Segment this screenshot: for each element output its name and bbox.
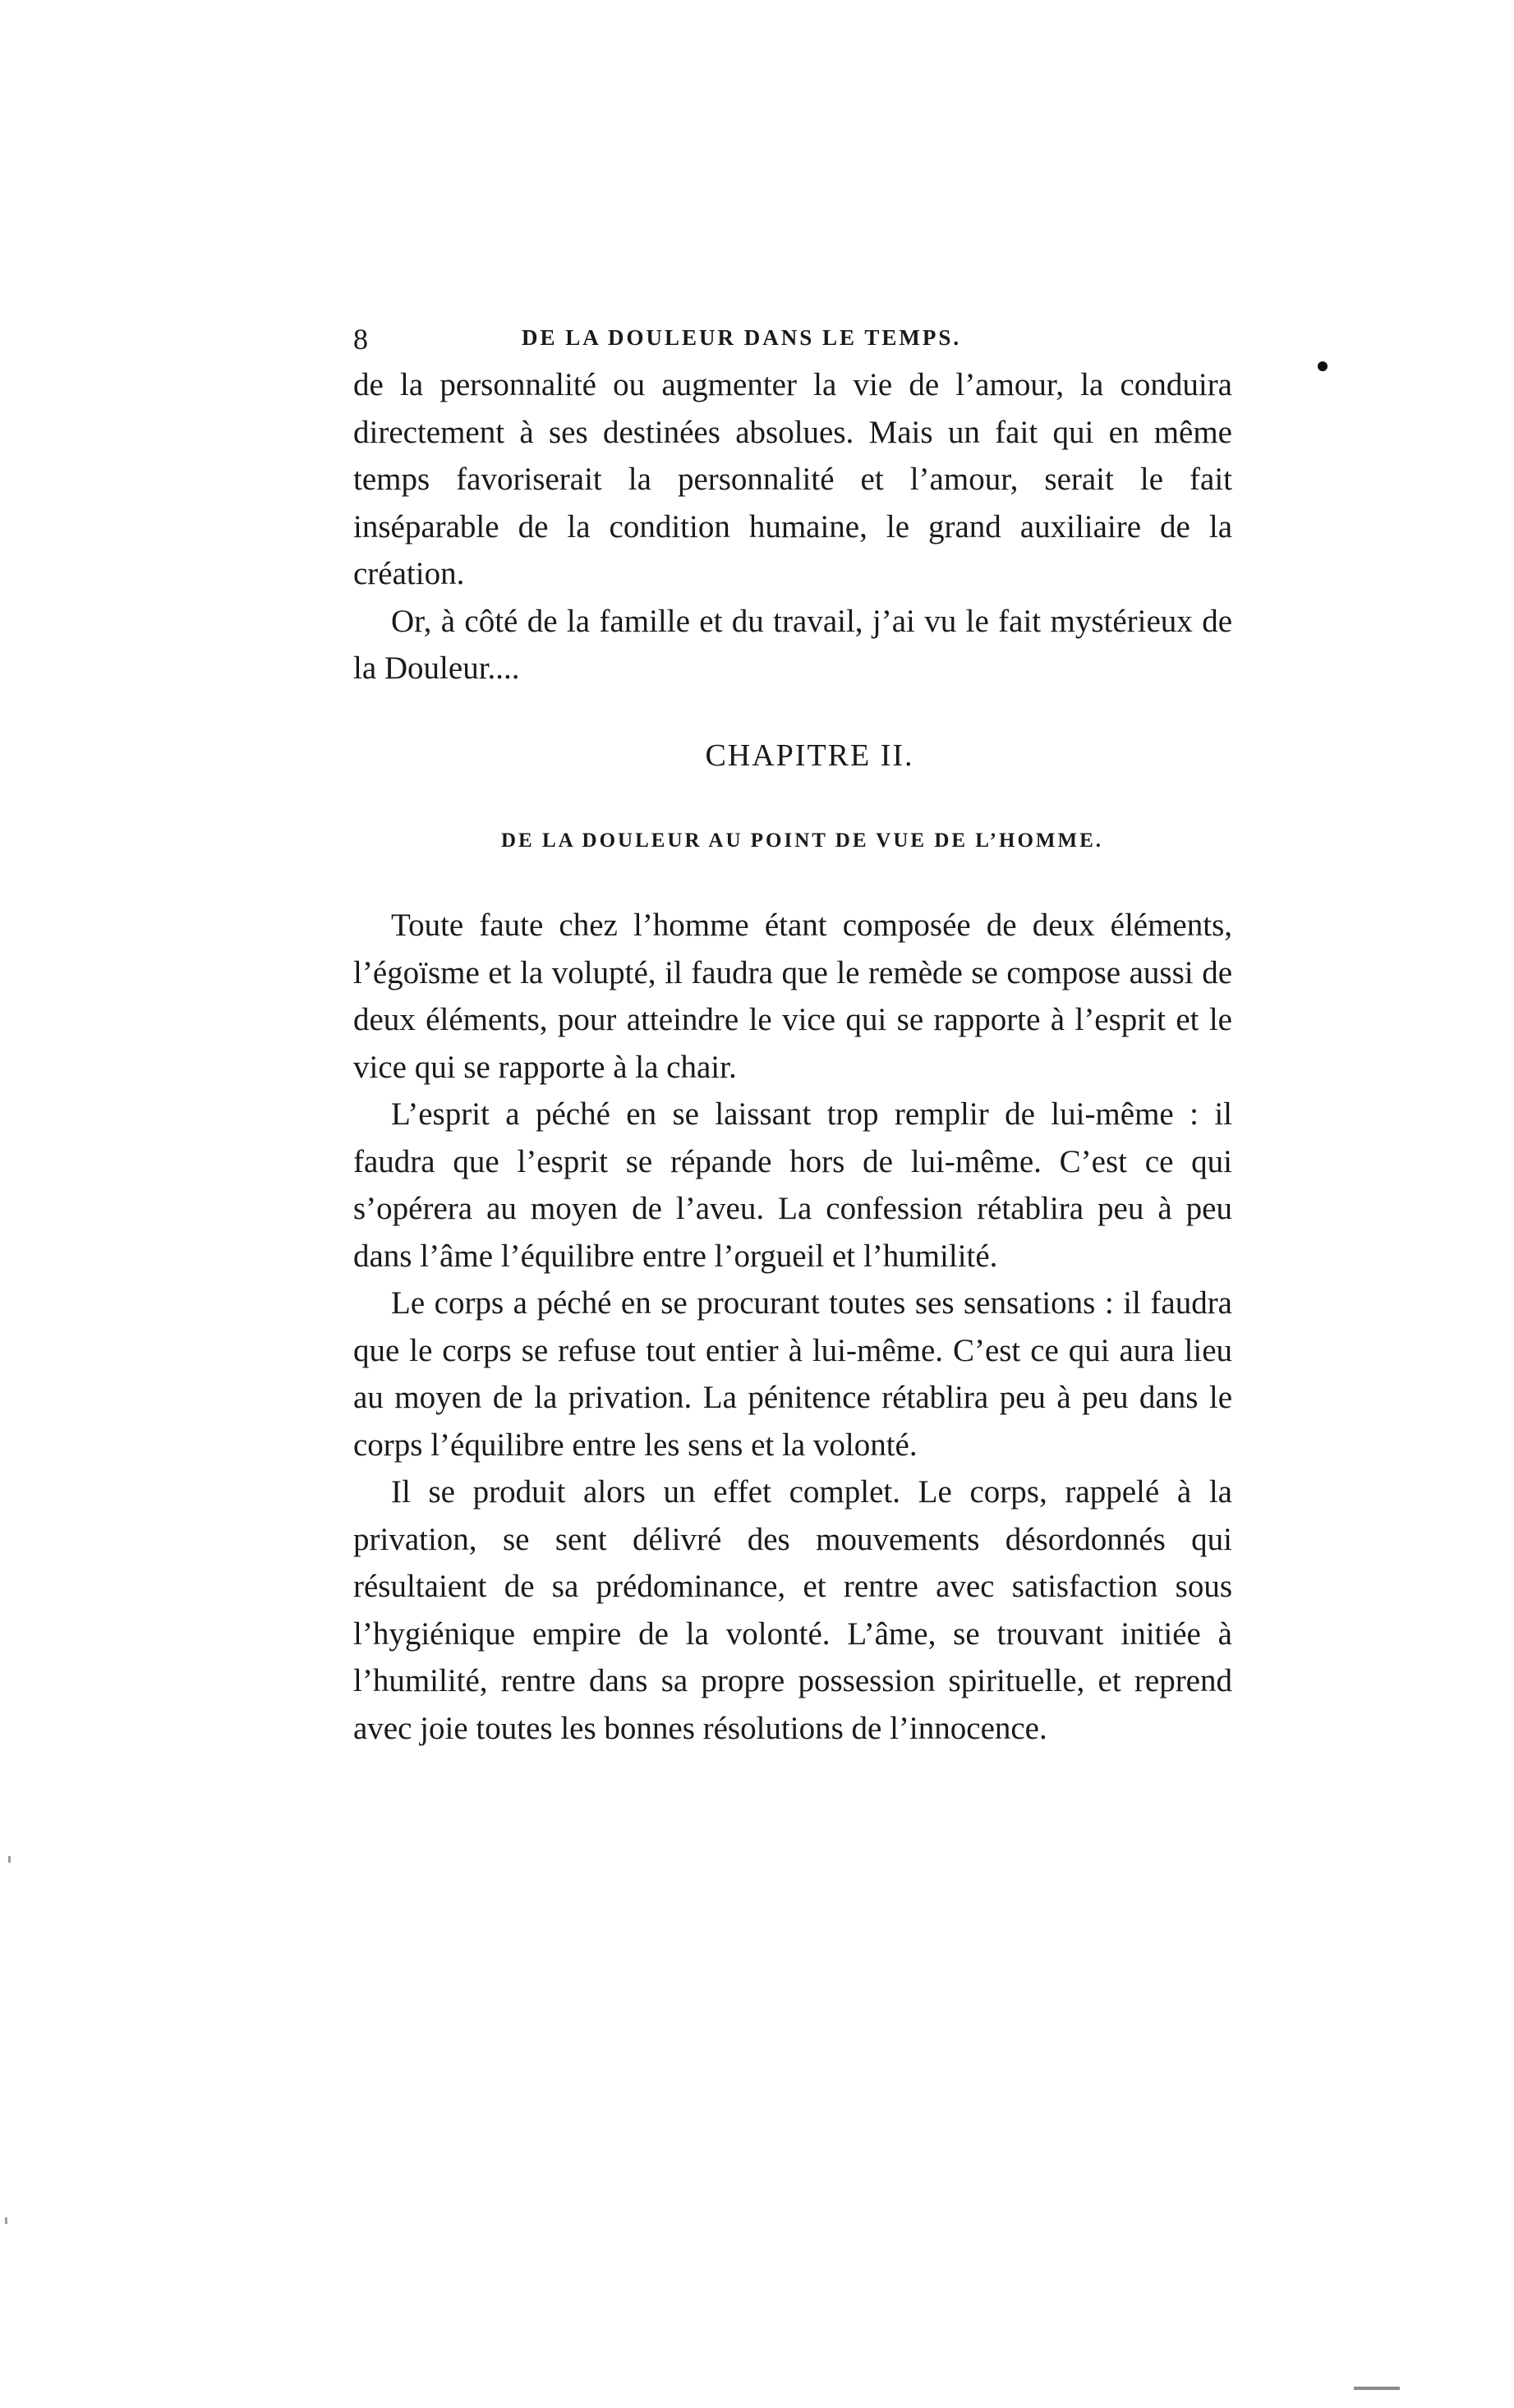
opening-text-block [353,361,1232,692]
paragraph: Or, à côté de la famille et du travail, j’ai vu le fait mystérieux de la Douleur.... [353,603,1232,686]
paragraph-continuation: de la personnalité ou augmenter la vie de l’amour, la conduira directement à ses destinées absolues. Mais un fait qui en même temps favoriserait la personnalité et l’amour, serait le fait inséparable de la condition humaine, le grand auxiliaire de la création. [353,367,1232,591]
paragraph: L’esprit a péché en se laissant trop remplir de lui-même : il faudra que l’esprit se répande hors de lui-même. C’est ce qui s’opérera au moyen de l’aveu. La confession rétablira peu à peu dans l’âme l’équilibre entre l’orgueil et l’humilité. [353,1096,1232,1274]
page-number: 8 [353,323,368,356]
chapter-text-block [353,902,1232,1752]
scan-speck [8,1856,11,1863]
paragraph: Il se produit alors un effet complet. Le corps, rappelé à la privation, se sent délivré des mouvements désordonnés qui résultaient de sa prédominance, et rentre avec satisfaction sous l’hygiénique empire de la volonté. L’âme, se trouvant initiée à l’humilité, rentre dans sa propre possession spirituelle, et reprend avec joie toutes les bonnes résolutions de l’innocence. [353,1474,1232,1746]
chapter-subtitle: DE LA DOULEUR AU POINT DE VUE DE L’HOMME. [500,829,1104,852]
chapter-title: CHAPITRE II. [705,738,914,773]
paragraph: Toute faute chez l’homme étant composée de deux éléments, l’égoïsme et la volupté, il faudra que le remède se compose aussi de deux éléments, pour atteindre le vice qui se rapporte à l’esprit et le vice qui se rapporte à la chair. [353,908,1232,1085]
ink-dot-mark [1318,361,1328,371]
running-title: DE LA DOULEUR DANS LE TEMPS. [522,325,962,350]
paragraph: Le corps a péché en se procurant toutes ses sensations : il faudra que le corps se refuse tout entier à lui-même. C’est ce qui aura lieu au moyen de la privation. La pénitence rétablira peu à peu dans le corps l’équilibre entre les sens et la volonté. [353,1285,1232,1463]
scan-speck [5,2217,7,2224]
running-head [353,322,1224,363]
scan-edge-mark [1354,2387,1400,2390]
